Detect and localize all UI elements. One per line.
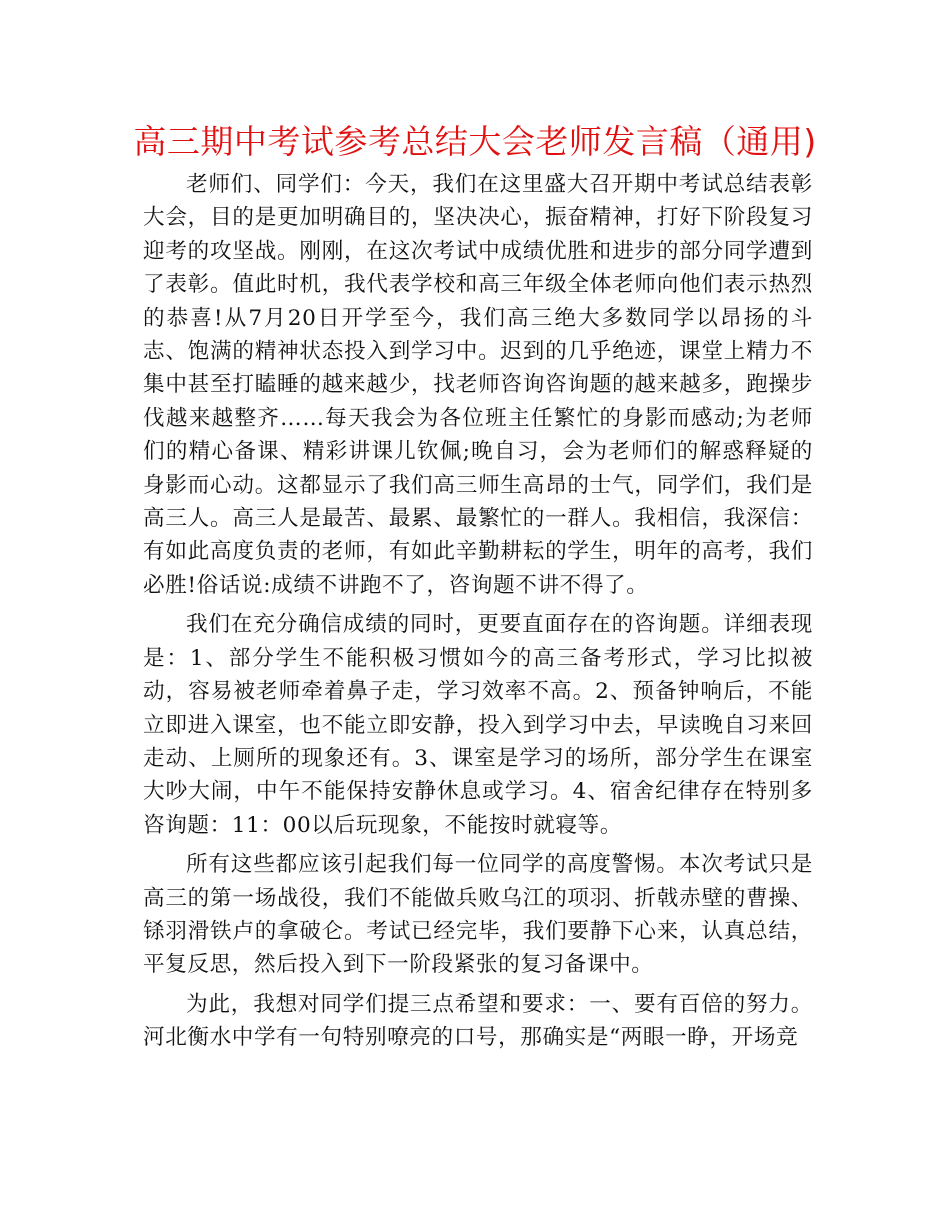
paragraph-3: 所有这些都应该引起我们每一位同学的高度警惕。本次考试只是高三的第一场战役，我们不能做兵败乌江的项羽、折戟赤壁的曹操、铩羽滑铁卢的拿破仑。考试已经完毕，我们要静下心来，认真总结，平复反思，然后投入到下一阶段紧张的复习备课中。: [143, 852, 813, 978]
document-body: [143, 168, 813, 1061]
paragraph-2: 我们在充分确信成绩的同时，更要直面存在的咨询题。详细表现是：1、部分学生不能积极习惯如今的高三备考形式，学习比拟被动，容易被老师牵着鼻子走，学习效率不高。2、预备钟响后，不能立即进入课室，也不能立即安静，投入到学习中去，早读晚自习来回走动、上厕所的现象还有。3、课室是学习的场所，部分学生在课室大吵大闹，中午不能保持安静休息或学习。4、宿舍纪律存在特别多咨询题：11：00以后玩现象，不能按时就寝等。: [143, 612, 813, 838]
document-title: 高三期中考试参考总结大会老师发言稿（通用): [133, 122, 817, 161]
paragraph-1: 老师们、同学们：今天，我们在这里盛大召开期中考试总结表彰大会，目的是更加明确目的，坚决决心，振奋精神，打好下阶段复习迎考的攻坚战。刚刚，在这次考试中成绩优胜和进步的部分同学遭到了表彰。值此时机，我代表学校和高三年级全体老师向他们表示热烈的恭喜!从7月20日开学至今，我们高三绝大多数同学以昂扬的斗志、饱满的精神状态投入到学习中。迟到的几乎绝迹，课堂上精力不集中甚至打瞌睡的越来越少，找老师咨询咨询题的越来越多，跑操步伐越来越整齐……每天我会为各位班主任繁忙的身影而感动;为老师们的精心备课、精彩讲课儿钦佩;晚自习，会为老师们的解惑释疑的身影而心动。这都显示了我们高三师生高昂的士气，同学们，我们是高三人。高三人是最苦、最累、最繁忙的一群人。我相信，我深信：有如此高度负责的老师，有如此辛勤耕耘的学生，明年的高考，我们必胜!俗话说:成绩不讲跑不了，咨询题不讲不得了。: [143, 172, 813, 598]
paragraph-4: 为此，我想对同学们提三点希望和要求：一、要有百倍的努力。河北衡水中学有一句特别嘹亮的口号，那确实是“两眼一睁，开场竞: [143, 991, 813, 1051]
